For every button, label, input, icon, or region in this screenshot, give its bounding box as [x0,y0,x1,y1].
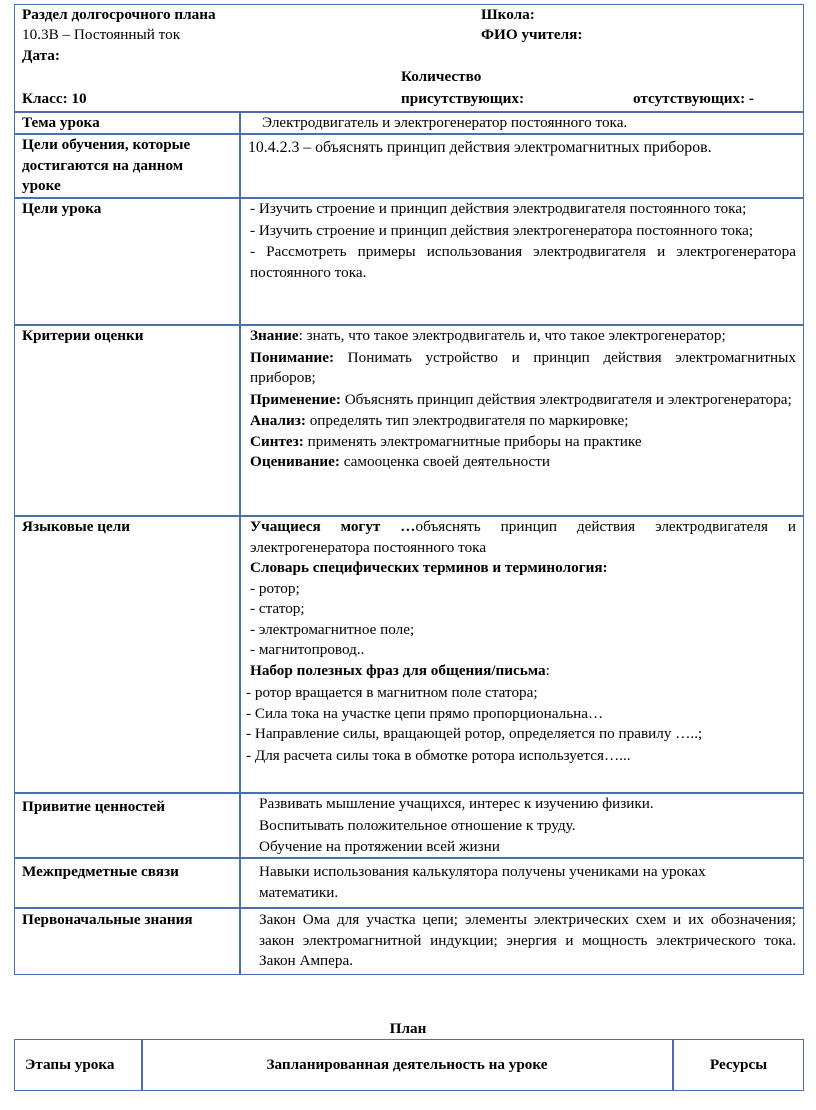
list-item: Развивать мышление учащихся, интерес к изучению физики. [259,795,654,812]
col-activity-header: Запланированная деятельность на уроке [266,1056,548,1073]
list-item: Применение: Объяснять принцип действия электродвигателя и электрогенератора; [250,390,792,408]
section-value: 10.3В – Постоянный ток [22,26,181,43]
class-label: Класс: 10 [22,90,87,107]
present-label: присутствующих: [401,90,525,107]
cross-subject-label: Межпредметные связи [22,863,179,880]
list-item: Синтез: применять электромагнитные приборы на практике [250,432,642,450]
col-resources-header: Ресурсы [709,1056,768,1073]
topic-text: Электродвигатель и электрогенератор постоянного тока. [262,114,628,131]
count-label: Количество [401,68,482,85]
vocab-heading: Словарь специфических терминов и терминология: [250,559,608,576]
list-item: Оценивание: самооценка своей деятельности [250,453,551,470]
learning-goals-text: 10.4.2.3 – объяснять принцип действия электромагнитных приборов. [248,139,712,156]
list-item: - магнитопровод.. [250,641,365,658]
prior-knowledge-label: Первоначальные знания [22,911,193,928]
list-item: Знание: знать, что такое электродвигатель и, что такое электрогенератор; [250,327,726,344]
phrases-heading: Набор полезных фраз для общения/письма: [250,661,550,679]
teacher-label: ФИО учителя: [481,26,583,43]
phrases-list [246,683,790,766]
prior-knowledge-text: Закон Ома для участка цепи; элементы электрических схем и их обозначения; закон электромагнитной индукции; энергия и мощность электрического тока. Закон Ампера. [259,911,796,969]
date-label: Дата: [22,47,60,64]
language-goals-label: Языковые цели [22,518,131,535]
column-divider [239,111,241,975]
criteria-list [250,326,796,473]
school-label: Школа: [481,6,535,23]
list-item: Воспитывать положительное отношение к труду. [259,816,576,834]
values-label: Привитие ценностей [22,798,165,815]
language-intro: Учащиеся могут …объяснять принцип действия электродвигателя и электрогенератора постоянного тока [250,518,797,556]
col-stages-header: Этапы урока [25,1056,115,1073]
topic-label: Тема урока [22,114,100,131]
list-item: - Сила тока на участке цепи прямо пропорциональна… [246,704,604,722]
values-content [259,794,795,858]
list-item: - Изучить строение и принцип действия электрогенератора постоянного тока; [250,221,754,239]
list-item: - Изучить строение и принцип действия электродвигателя постоянного тока; [250,200,747,217]
language-goals-content [250,517,796,681]
criteria-label: Критерии оценки [22,327,144,344]
list-item: - Рассмотреть примеры использования электродвигателя и электрогенератора постоянного тока. [250,243,796,281]
list-item: - статор; [250,600,305,617]
lesson-goals-label: Цели урока [22,200,102,217]
section-label: Раздел долгосрочного плана [22,6,216,23]
plan-title: План [389,1020,427,1037]
cross-subject-text: Навыки использования калькулятора получены учениками на уроках математики. [259,863,706,901]
list-item: Анализ: определять тип электродвигателя по маркировке; [250,412,629,429]
list-item: Обучение на протяжении всей жизни [259,838,500,855]
list-item: - Для расчета силы тока в обмотке ротора используется…... [246,746,631,764]
lesson-goals-list [250,199,796,283]
list-item: - ротор вращается в магнитном поле статора; [246,684,538,701]
list-item: - Направление силы, вращающей ротор, определяется по правилу …..; [246,725,703,742]
learning-goals-label: Цели обучения, которые достигаются на данном уроке [22,136,191,194]
list-item: - электромагнитное поле; [250,620,415,638]
absent-label: отсутствующих: - [633,90,754,107]
list-item: Понимание: Понимать устройство и принцип действия электромагнитных приборов; [250,348,796,386]
row-divider [14,907,804,909]
list-item: - ротор; [250,579,300,597]
